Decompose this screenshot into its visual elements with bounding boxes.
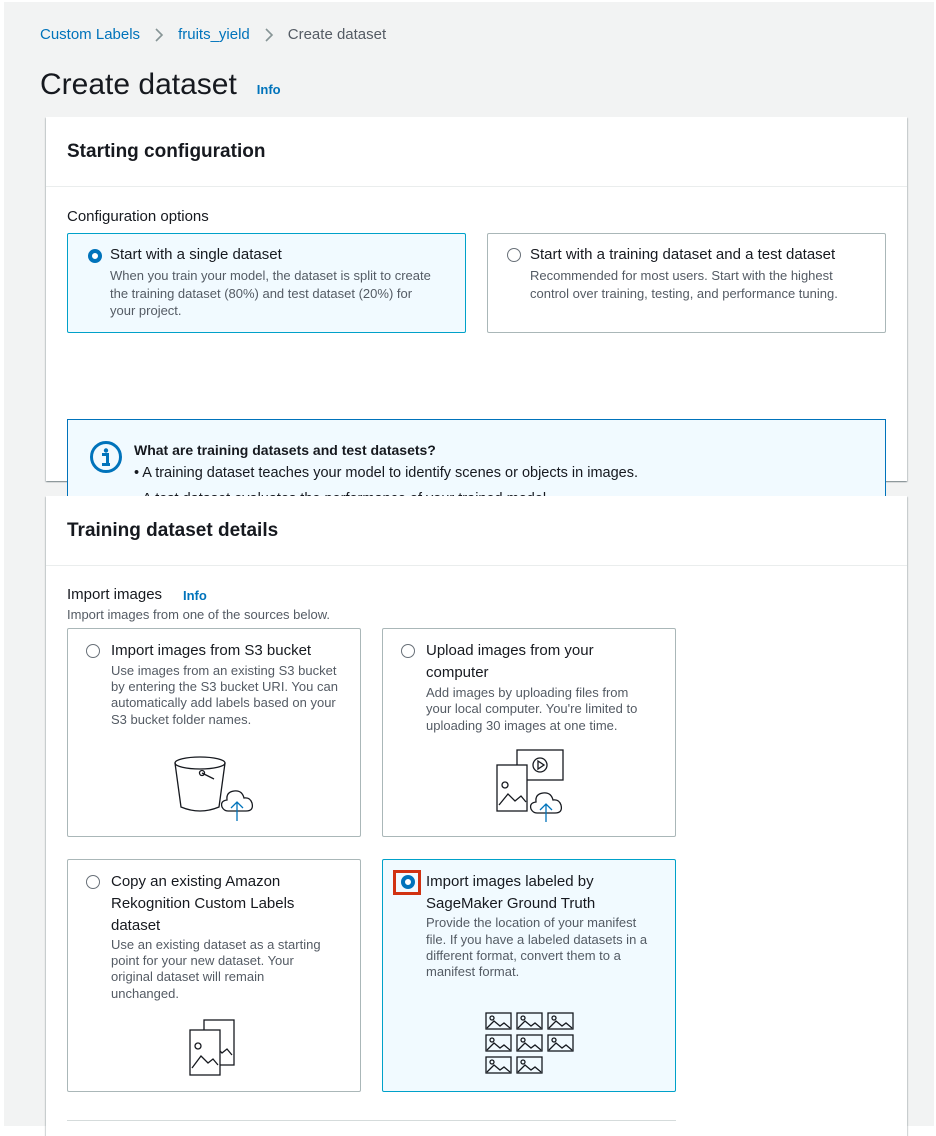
breadcrumb-current: Create dataset (287, 26, 387, 43)
starting-configuration-panel (46, 117, 907, 481)
source-sagemaker-ground-truth[interactable] (382, 859, 676, 1092)
source-desc-line: point for your new dataset. Your (111, 953, 294, 968)
configuration-options-label: Configuration options (67, 208, 209, 225)
source-desc-line: by entering the S3 bucket URI. You can (111, 679, 338, 694)
panel-title: Starting configuration (67, 140, 266, 162)
page-info-link[interactable]: Info (256, 82, 281, 97)
breadcrumb-project[interactable]: fruits_yield (178, 26, 250, 43)
source-upload-computer[interactable] (382, 628, 676, 837)
bucket-upload-icon (172, 753, 256, 823)
source-desc-line: Use an existing dataset as a starting (111, 937, 321, 952)
source-desc-line: automatically add labels based on your (111, 695, 336, 710)
source-desc-line: Use images from an existing S3 bucket (111, 663, 337, 678)
import-images-desc: Import images from one of the sources below. (67, 607, 331, 622)
radio-button[interactable] (88, 249, 102, 263)
option-single-dataset[interactable] (67, 233, 466, 333)
source-desc-line: file. If you have a labeled datasets in a (426, 932, 648, 947)
source-desc-line: Provide the location of your manifest (426, 915, 637, 930)
source-desc-line: different format, convert them to a (426, 948, 621, 963)
option-title: Start with a training dataset and a test dataset (530, 246, 836, 263)
option-title: Start with a single dataset (110, 246, 282, 263)
option-desc-line: the training dataset (80%) and test dataset (20%) for (110, 286, 413, 301)
source-title: dataset (111, 917, 161, 934)
info-icon (89, 440, 123, 474)
source-title: Upload images from your (426, 642, 594, 659)
import-images-label: Import images (67, 586, 163, 603)
panel-header (46, 496, 907, 566)
source-desc-line: original dataset will remain (111, 969, 265, 984)
source-s3-bucket[interactable] (67, 628, 361, 837)
option-desc-line: control over training, testing, and performance tuning. (530, 286, 838, 301)
panel-title: Training dataset details (67, 519, 279, 541)
alert-title: What are training datasets and test datasets? (134, 442, 436, 458)
radio-button[interactable] (401, 644, 415, 658)
option-training-and-test[interactable] (487, 233, 886, 333)
source-copy-dataset[interactable] (67, 859, 361, 1092)
chevron-right-icon (154, 27, 164, 43)
option-desc-line: your project. (110, 303, 182, 318)
divider (67, 1120, 676, 1121)
source-desc-line: unchanged. (111, 986, 179, 1001)
source-desc-line: your local computer. You're limited to (426, 701, 638, 716)
source-title: Copy an existing Amazon (111, 873, 281, 890)
source-title: Import images labeled by (426, 873, 594, 890)
source-title: Rekognition Custom Labels (111, 895, 295, 912)
chevron-right-icon (264, 27, 274, 43)
source-title: SageMaker Ground Truth (426, 895, 596, 912)
radio-button[interactable] (86, 875, 100, 889)
panel-header (46, 117, 907, 187)
source-desc-line: uploading 30 images at one time. (426, 718, 618, 733)
page-header (40, 68, 281, 102)
computer-upload-icon (493, 747, 573, 823)
import-info-link[interactable]: Info (183, 588, 207, 603)
copy-dataset-icon (186, 1018, 240, 1080)
radio-button[interactable] (507, 248, 521, 262)
option-desc-line: When you train your model, the dataset is split to create (110, 268, 431, 283)
source-title: Import images from S3 bucket (111, 642, 312, 659)
source-desc-line: manifest format. (426, 964, 520, 979)
breadcrumb-custom-labels[interactable]: Custom Labels (40, 26, 141, 43)
image-grid-icon (484, 1010, 578, 1078)
option-desc-line: Recommended for most users. Start with the highest (530, 268, 833, 283)
radio-button[interactable] (86, 644, 100, 658)
alert-line: • A training dataset teaches your model to identify scenes or objects in images. (134, 465, 638, 481)
breadcrumb (40, 26, 386, 43)
page-title: Create dataset (40, 68, 237, 101)
source-title: computer (426, 664, 489, 681)
focus-highlight (393, 870, 421, 895)
source-desc-line: S3 bucket folder names. (111, 712, 252, 727)
source-desc-line: Add images by uploading files from (426, 685, 629, 700)
